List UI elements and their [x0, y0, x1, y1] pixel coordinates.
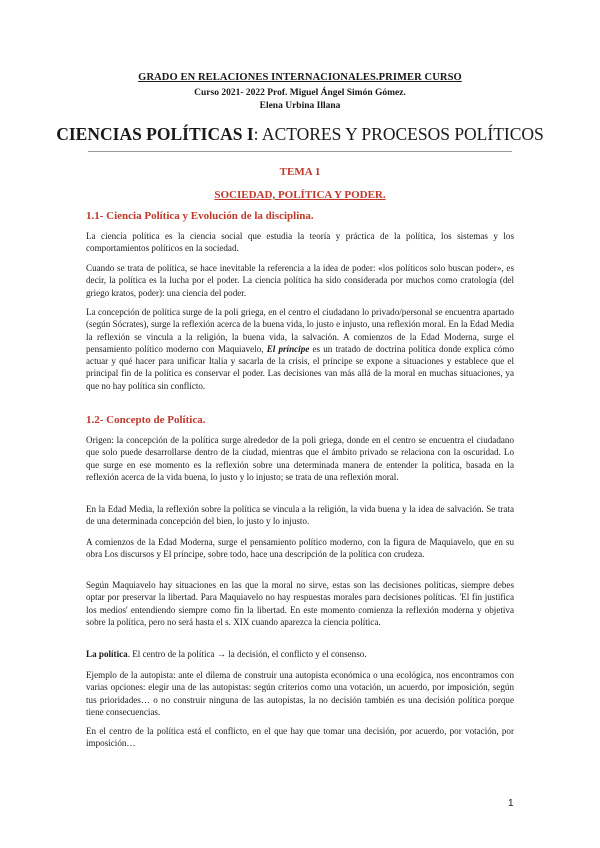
course-header: GRADO EN RELACIONES INTERNACIONALES.PRIMER CURSO	[138, 72, 462, 83]
section-heading-1-1: 1.1- Ciencia Política y Evolución de la disciplina.	[86, 210, 314, 222]
course-year-professor: Curso 2021- 2022 Prof. Miguel Ángel Simón Gómez.	[194, 88, 406, 98]
paragraph-text: La concepción de política surge de la poli griega, en el centro el ciudadano lo privado/personal se encuentra apartado (según Sócrates), surge la reflexión acerca de la buena vida, lo justo e injusto, una reflexión moral. En la Edad Media la reflexión se vincula a la religión, la buena vida, la salvación. A comienzos de la Edad Moderna, surge el pensamiento político moderno con Maquiavelo,	[86, 307, 514, 354]
paragraph	[86, 648, 514, 660]
paragraph-lead: La política	[86, 649, 128, 659]
paragraph: Cuando se trata de política, se hace inevitable la referencia a la idea de poder: «los políticos solo buscan poder», es decir, la política es la lucha por el poder. La ciencia política ha sido considerada por muchos como cratología (del griego kratos, poder): una ciencia del poder.	[86, 263, 514, 298]
paragraph	[86, 306, 514, 392]
title-bold: CIENCIAS POLÍTICAS I	[56, 124, 254, 144]
tema-heading: TEMA 1	[279, 166, 321, 178]
title-rest: : ACTORES Y PROCESOS POLÍTICOS	[253, 124, 544, 144]
page-number: 1	[508, 798, 514, 809]
paragraph: En el centro de la política está el conflicto, en el que hay que tomar una decisión, por acuerdo, por votación, por imposición…	[86, 726, 514, 749]
author-name: Elena Urbina Illana	[259, 101, 341, 111]
tema-subtitle: SOCIEDAD, POLÍTICA Y PODER.	[214, 189, 386, 201]
paragraph: En la Edad Media, la reflexión sobre la política se vincula a la religión, la vida buena y la idea de salvación. Se trata de una determinada concepción del bien, lo justo y lo injusto.	[86, 504, 514, 527]
title-divider	[88, 151, 512, 152]
paragraph: A comienzos de la Edad Moderna, surge el pensamiento político moderno, con la figura de Maquiavelo, que en su obra Los discursos y El príncipe, sobre todo, hace una descripción de la política con crudeza.	[86, 537, 514, 560]
paragraph-text: . El centro de la política → la decisión, el conflicto y el consenso.	[127, 649, 367, 659]
section-heading-1-2: 1.2- Concepto de Política.	[86, 414, 206, 426]
paragraph: Ejemplo de la autopista: ante el dilema de construir una autopista económica o una ecológica, nos encontramos con varias opciones: elegir una de las autopistas: según criterios como una votación, un acuerdo, por imposición, según tus prioridades… o no construir ninguna de las autopistas, la no decisión también es una decisión política porque tiene consecuencias.	[86, 670, 514, 717]
paragraph: Según Maquiavelo hay situaciones en las que la moral no sirve, estas son las decisiones políticas, siempre debes optar por preservar la libertad. Para Maquiavelo no hay respuestas morales para decisiones políticas. 'El fin justifica los medios' entendiendo siempre como fin la libertad. En este momento comienza la reflexión moderna y objetiva sobre la política, pero no será hasta el s. XIX cuando aparezca la ciencia política.	[86, 580, 514, 627]
book-title: El príncipe	[266, 343, 310, 354]
paragraph-text: es un tratado de doctrina política donde explica cómo actuar y qué hacer para unificar Italia y sacarla de la crisis, el príncipe se expone a situaciones y establece que el principal fin de la política es conservar el poder. Las decisiones van más allá de la moral en muchas situaciones, ya que no hay política sin conflicto.	[86, 343, 514, 391]
paragraph: Origen: la concepción de la política surge alrededor de la poli griega, donde en el centro se encuentra el ciudadano que solo puede desarrollarse dentro de la ciudad, mientras que el ámbito privado se relaciona con la oscuridad. Lo que surge en ese momento es la reflexión sobre una determinada manera de entender la política, basada en la reflexión acerca de la vida buena, lo justo y lo injusto; se trata de una reflexión moral.	[86, 435, 514, 482]
paragraph: La ciencia política es la ciencia social que estudia la teoría y práctica de la política, los sistemas y los comportamientos políticos en la sociedad.	[86, 231, 514, 254]
document-title	[0, 124, 600, 145]
